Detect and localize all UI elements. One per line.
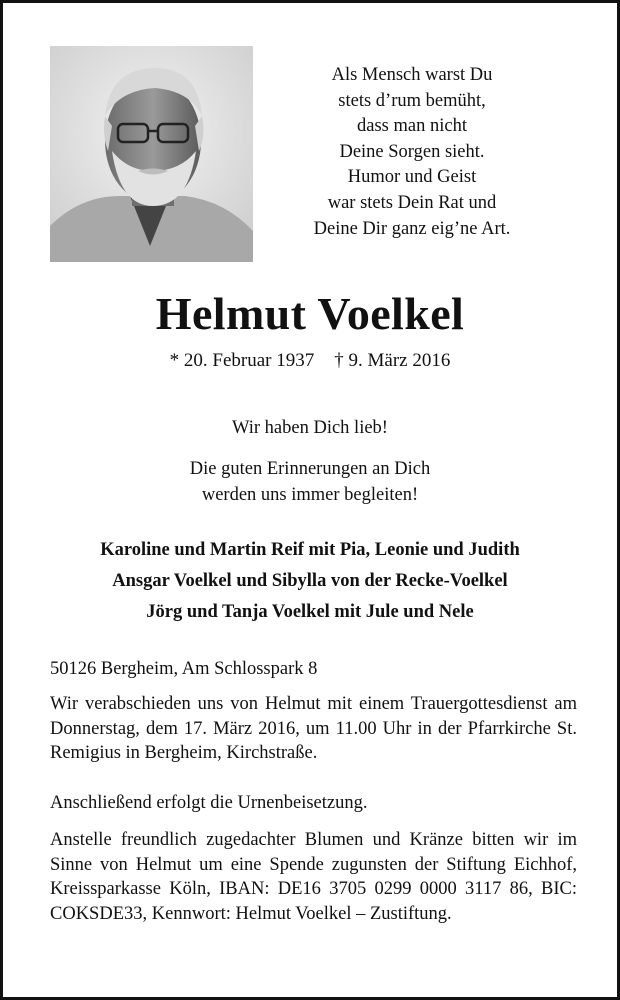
poem-line: stets d’rum bemüht, [338, 90, 486, 111]
poem [271, 63, 553, 242]
family-line: Jörg und Tanja Voelkel mit Jule und Nele [146, 602, 474, 622]
poem-line: Als Mensch warst Du [331, 65, 493, 85]
poem-line: Humor und Geist [347, 167, 477, 188]
death-date: † 9. März 2016 [334, 350, 451, 371]
poem-line: Deine Dir ganz eig’ne Art. [313, 218, 511, 239]
family-line: Ansgar Voelkel und Sibylla von der Recke-Voelkel [112, 571, 508, 591]
poem-line: dass man nicht [357, 116, 467, 137]
service-info: Wir verabschieden uns von Helmut mit einem Trauergottesdienst am Donnerstag, dem 17. März 2016, um 11.00 Uhr in der Pfarrkirche St. Remigius in Bergheim, Kirchstraße. [50, 694, 577, 763]
deceased-name: Helmut Voelkel [155, 288, 465, 339]
memories-message [3, 456, 617, 508]
urn-burial-info: Anschließend erfolgt die Urnenbeisetzung. [50, 793, 368, 813]
donation-request: Anstelle freundlich zugedachter Blumen und Kränze bitten wir im Sinne von Helmut um eine Spende zugunsten der Stiftung Eichhof, Kreissparkasse Köln, IBAN: DE16 3705 0299 0000 3117 86, BIC: COKSDE33, Kennwort: Helmut Voelkel – Zustiftung. [50, 830, 577, 924]
memories-line: werden uns immer begleiten! [201, 485, 419, 505]
poem-line: war stets Dein Rat und [327, 192, 497, 213]
life-dates [3, 347, 617, 375]
family-list [3, 535, 617, 628]
family-line: Karoline und Martin Reif mit Pia, Leonie und Judith [100, 540, 520, 560]
birth-date: * 20. Februar 1937 [169, 350, 315, 371]
portrait-photo [50, 46, 253, 262]
poem-line: Deine Sorgen sieht. [339, 141, 485, 162]
memories-line: Die guten Erinnerungen an Dich [189, 459, 431, 479]
love-message: Wir haben Dich lieb! [232, 418, 388, 438]
address: 50126 Bergheim, Am Schlosspark 8 [50, 659, 318, 679]
